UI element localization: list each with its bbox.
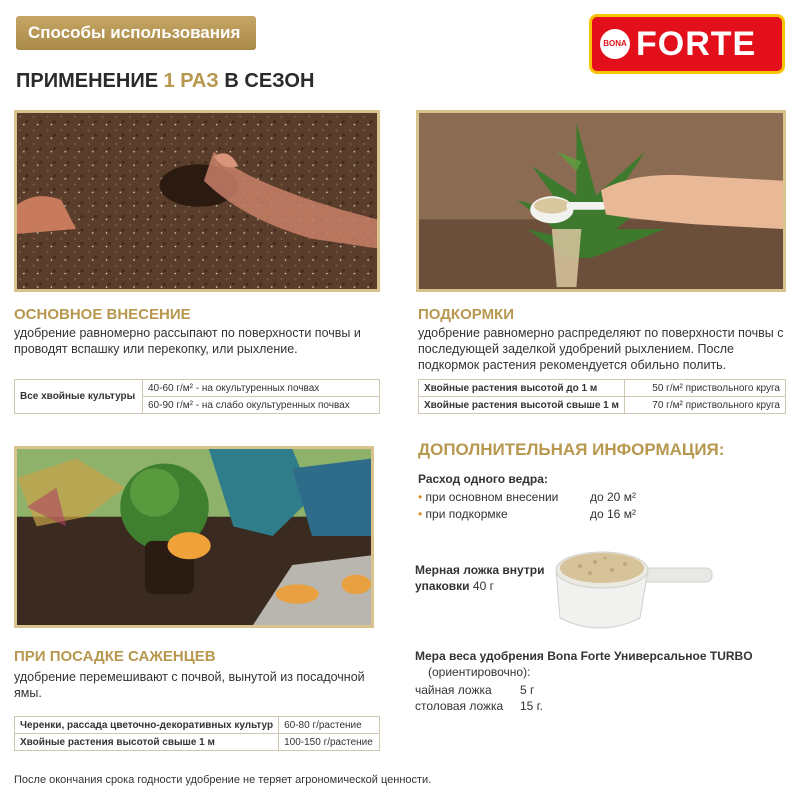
- planting-title: ПРИ ПОСАДКЕ САЖЕНЦЕВ: [14, 648, 216, 665]
- table-label: Хвойные растения высотой свыше 1 м: [419, 397, 625, 414]
- brand-logo: [589, 14, 785, 74]
- measure-row-label: чайная ложка: [415, 683, 492, 697]
- section-tag: Способы использования: [16, 16, 256, 50]
- bucket-row-value: до 20 м²: [590, 490, 636, 504]
- bullet-icon: •: [418, 490, 426, 504]
- headline-post: В СЕЗОН: [218, 70, 315, 92]
- planting-text: удобрение перемешивают с почвой, вынутой из посадочной ямы.: [14, 670, 365, 700]
- table-cell: 100-150 г/растение: [279, 734, 380, 751]
- bucket-title: [418, 472, 548, 486]
- list-item: [418, 490, 558, 504]
- main-application-table: [14, 379, 380, 414]
- feeding-title: ПОДКОРМКИ: [418, 306, 514, 323]
- measure-row-value: 15 г.: [520, 699, 543, 713]
- measure-title: [415, 649, 753, 663]
- main-application-title: ОСНОВНОЕ ВНЕСЕНИЕ: [14, 306, 191, 323]
- table-label: Черенки, рассада цветочно-декоративных культур: [15, 717, 279, 734]
- table-cell: 50 г/м² приствольного круга: [624, 380, 785, 397]
- feeding-text: удобрение равномерно распределяют по поверхности почвы с последующей заделкой удобрений рыхлением. После подкормок растения рекомендуется обильно полить.: [418, 326, 784, 372]
- table-label: Все хвойные культуры: [15, 380, 143, 414]
- footer-note: После окончания срока годности удобрение не теряет агрономической ценности.: [14, 774, 432, 786]
- table-cell: 60-80 г/растение: [279, 717, 380, 734]
- soil-photo: [14, 110, 380, 292]
- table-label: Хвойные растения высотой до 1 м: [419, 380, 625, 397]
- planting-photo: [14, 446, 374, 628]
- bucket-title-text: Расход одного ведра:: [418, 472, 548, 486]
- bucket-row-label: при основном внесении: [425, 490, 559, 504]
- table-row: [15, 717, 380, 734]
- measure-title-text: Мера веса удобрения Bona Forte Универсальное TURBO: [415, 649, 753, 663]
- table-row: [419, 397, 786, 414]
- measuring-scoop-image: [550, 540, 720, 640]
- feeding-photo: [416, 110, 786, 292]
- page-headline: [16, 70, 314, 93]
- measure-subtitle: (ориентировочно):: [428, 665, 531, 679]
- bucket-row-label: при подкормке: [425, 507, 508, 521]
- table-cell: 40-60 г/м² - на окультуренных почвах: [143, 380, 380, 397]
- bucket-row-value: до 16 м²: [590, 507, 636, 521]
- scoop-line1: [415, 563, 544, 577]
- headline-accent: 1 РАЗ: [163, 70, 219, 92]
- table-row: [419, 380, 786, 397]
- table-cell: 70 г/м² приствольного круга: [624, 397, 785, 414]
- logo-forte-text: FORTE: [636, 25, 757, 63]
- scoop-line2-text: упаковки: [415, 579, 470, 593]
- list-item: [418, 507, 508, 521]
- table-cell: 60-90 г/м² - на слабо окультуренных почвах: [143, 397, 380, 414]
- measure-row-value: 5 г: [520, 683, 535, 697]
- main-application-text: удобрение равномерно рассыпают по поверхности почвы и проводят вспашку или перекопку, или рыхление.: [14, 326, 361, 356]
- scoop-line2: [415, 579, 494, 593]
- extra-info-title: ДОПОЛНИТЕЛЬНАЯ ИНФОРМАЦИЯ:: [418, 440, 725, 459]
- table-label: Хвойные растения высотой свыше 1 м: [15, 734, 279, 751]
- table-row: [15, 734, 380, 751]
- planting-table: [14, 716, 380, 751]
- measure-row-label: столовая ложка: [415, 699, 504, 713]
- feeding-table: [418, 379, 786, 414]
- scoop-value: 40 г: [472, 579, 494, 593]
- headline-pre: ПРИМЕНЕНИЕ: [16, 70, 164, 92]
- logo-bona-badge: BONA: [600, 29, 630, 59]
- scoop-line1-text: Мерная ложка внутри: [415, 563, 545, 577]
- bullet-icon: •: [418, 507, 426, 521]
